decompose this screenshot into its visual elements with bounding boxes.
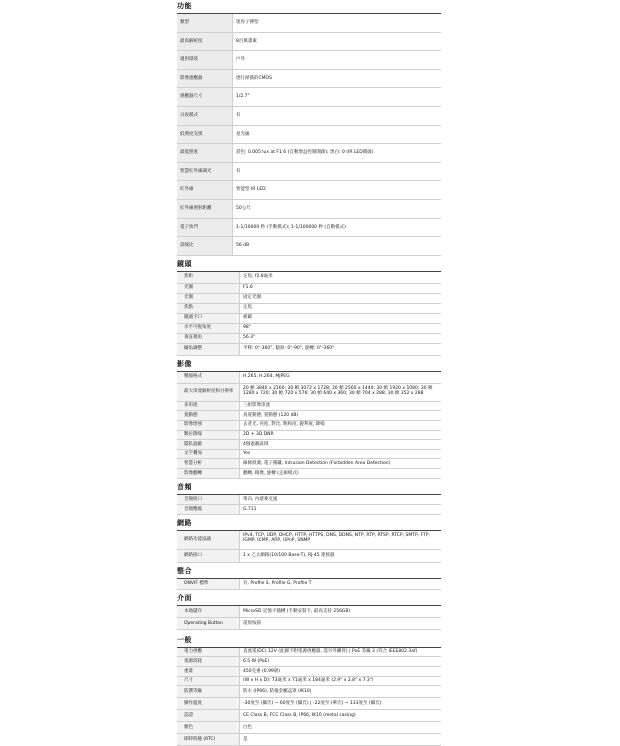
spec-label: 即時時鐘 (RTC) bbox=[177, 734, 239, 745]
spec-label: 電源消耗 bbox=[177, 657, 239, 666]
spec-value: 翻轉, 鏡像, 旋轉 (走廊模式) bbox=[239, 469, 441, 478]
spec-label: 本地儲存 bbox=[177, 606, 239, 617]
spec-value: 平移: 0°-360°, 傾斜: 0°-90°, 旋轉: 0°-360° bbox=[239, 344, 441, 355]
spec-label: 最低照度 bbox=[177, 144, 232, 162]
spec-row bbox=[177, 431, 441, 441]
spec-value: 彩色: 0.005 lux at F1.6 (自動增益控制開啟); 黑白: 0 (IR LED開啟) bbox=[232, 144, 441, 162]
spec-row bbox=[177, 126, 441, 145]
spec-label: 低照度支援 bbox=[177, 126, 232, 144]
spec-value: 1/2.7" bbox=[232, 88, 441, 106]
spec-label: 光圈 bbox=[177, 294, 239, 303]
spec-label: 日夜模式 bbox=[177, 107, 232, 125]
spec-row bbox=[177, 402, 441, 412]
spec-sheet bbox=[177, 0, 441, 746]
spec-row bbox=[177, 384, 441, 402]
spec-row bbox=[177, 372, 441, 384]
spec-row bbox=[177, 200, 441, 219]
spec-label: 操作溫度 bbox=[177, 698, 239, 709]
spec-label: 鏡頭卡口 bbox=[177, 314, 239, 323]
spec-row bbox=[177, 411, 441, 421]
spec-label: 水平可視角度 bbox=[177, 324, 239, 333]
spec-row bbox=[177, 324, 441, 334]
spec-label: 電子快門 bbox=[177, 219, 232, 237]
spec-value: 定焦, f2.8毫米 bbox=[239, 272, 441, 283]
spec-label: 焦點 bbox=[177, 304, 239, 313]
spec-row bbox=[177, 284, 441, 294]
spec-row bbox=[177, 648, 441, 658]
spec-label: 紅外線照射距離 bbox=[177, 200, 232, 218]
spec-row bbox=[177, 421, 441, 431]
spec-value: 去背光, 亮度, 對比, 飽和度, 銳利度, 降噪 bbox=[239, 421, 441, 430]
spec-value: 4個遮蔽區域 bbox=[239, 440, 441, 449]
spec-label: 感應器尺寸 bbox=[177, 88, 232, 106]
spec-label: 焦距 bbox=[177, 272, 239, 283]
spec-label: 寬動態 bbox=[177, 411, 239, 420]
spec-label: 顏色 bbox=[177, 722, 239, 733]
spec-row bbox=[177, 219, 441, 238]
section-title: 整合 bbox=[177, 565, 441, 579]
spec-label: 重量 bbox=[177, 667, 239, 676]
spec-value: -30度至 (攝氏) ~ 60度至 (攝氏) | -22度至 (華氏) ~ 133度至 (攝氏) bbox=[239, 698, 441, 709]
spec-row bbox=[177, 450, 441, 460]
spec-row bbox=[177, 14, 441, 33]
spec-label: 數位降噪 bbox=[177, 431, 239, 440]
spec-row bbox=[177, 272, 441, 284]
spec-value: 1-1/10000 秒 (手動模式); 1-1/100000 秒 (自動模式) bbox=[232, 219, 441, 237]
spec-value: 6.5 W (PoE) bbox=[239, 657, 441, 666]
spec-row bbox=[177, 657, 441, 667]
spec-label: 類型 bbox=[177, 14, 232, 32]
spec-row bbox=[177, 88, 441, 107]
section-title: 影像 bbox=[177, 358, 441, 372]
spec-row bbox=[177, 334, 441, 344]
section-title: 介面 bbox=[177, 592, 441, 606]
spec-value: 直流電(DC) 12V (此圖不附電源供應器, 需另外購買) | PoE 等級 3 (符合 IEEE802.3af) bbox=[239, 648, 441, 657]
spec-label: 壓縮格式 bbox=[177, 372, 239, 383]
spec-value: IPv4, TCP, UDP, DHCP, HTTP, HTTPS, DNS, DDNS, NTP, RTP, RTSP, RTCP, SMTP, FTP, IGMP, ICMP, ARP, UPnP, SNMP bbox=[239, 531, 441, 549]
spec-label: 認證 bbox=[177, 710, 239, 721]
spec-value: 450克重 (0.99磅) bbox=[239, 667, 441, 676]
spec-value: 迷你子彈型 bbox=[232, 14, 441, 32]
spec-value: MicroSD 記憶卡插槽 (手動安裝卡, 最高支持 256GB) bbox=[239, 606, 441, 617]
section-title: 功能 bbox=[177, 0, 441, 14]
spec-label: 防護等級 bbox=[177, 686, 239, 697]
spec-row bbox=[177, 495, 441, 505]
spec-value: 定焦 bbox=[239, 304, 441, 313]
spec-label: 電力供應 bbox=[177, 648, 239, 657]
spec-value: 固定光圈 bbox=[239, 294, 441, 303]
spec-row bbox=[177, 710, 441, 722]
spec-row bbox=[177, 51, 441, 70]
spec-row bbox=[177, 579, 441, 590]
spec-value: 防水 (IP66), 防撞金屬盒罩 (IK10) bbox=[239, 686, 441, 697]
spec-value: 56.3° bbox=[239, 334, 441, 343]
spec-label: 垂直視角 bbox=[177, 334, 239, 343]
spec-value: 逐行掃描的CMOS bbox=[232, 70, 441, 88]
spec-value: 8百萬畫素 bbox=[232, 33, 441, 51]
spec-value: 戶外 bbox=[232, 51, 441, 69]
spec-row bbox=[177, 698, 441, 710]
spec-label: 網路接口 bbox=[177, 550, 239, 562]
spec-row bbox=[177, 314, 441, 324]
spec-label: 光圈 bbox=[177, 284, 239, 293]
spec-label: 影像翻轉 bbox=[177, 469, 239, 478]
spec-row bbox=[177, 667, 441, 677]
spec-label: 紅外線 bbox=[177, 181, 232, 199]
section-title: 一般 bbox=[177, 634, 441, 648]
spec-label: 影像增強 bbox=[177, 421, 239, 430]
spec-value: 板載 bbox=[239, 314, 441, 323]
spec-value: Yes bbox=[239, 450, 441, 459]
spec-value: 單向, 內建麥克風 bbox=[239, 495, 441, 504]
spec-label: 最高解析度 bbox=[177, 33, 232, 51]
spec-value: 星光級 bbox=[232, 126, 441, 144]
spec-value: 98° bbox=[239, 324, 441, 333]
spec-label: 智慧紅外線調光 bbox=[177, 163, 232, 181]
spec-value: F1.6 bbox=[239, 284, 441, 293]
spec-value: 有 bbox=[232, 163, 441, 181]
spec-value: 有, Profile S, Profile G, Profile T bbox=[239, 579, 441, 589]
spec-row bbox=[177, 304, 441, 314]
spec-value: 1 x 乙太網路(10/100 Base-T), RJ-45 連接器 bbox=[239, 550, 441, 562]
spec-label: 智慧分析 bbox=[177, 459, 239, 468]
spec-label: Operating Button bbox=[177, 618, 239, 629]
section-title: 音頻 bbox=[177, 481, 441, 495]
spec-row bbox=[177, 677, 441, 687]
spec-value: 真寬動態, 寬動態 (120 dB) bbox=[239, 411, 441, 420]
spec-label: 網路功能協議 bbox=[177, 531, 239, 549]
spec-label: 攝角調整 bbox=[177, 344, 239, 355]
spec-value: 有 bbox=[232, 107, 441, 125]
section-title: 網路 bbox=[177, 517, 441, 531]
spec-row bbox=[177, 107, 441, 126]
spec-value: 2D + 3D DNR bbox=[239, 431, 441, 440]
spec-label: 最大串流解析度和分辨率 bbox=[177, 384, 239, 401]
spec-value: (W x H x D): 73毫米 x 71毫米 x 184毫米 (2.9" x 2.8" x 7.3") bbox=[239, 677, 441, 686]
spec-row bbox=[177, 440, 441, 450]
spec-value: 56 dB bbox=[232, 237, 441, 255]
spec-label: 尺寸 bbox=[177, 677, 239, 686]
spec-row bbox=[177, 531, 441, 550]
spec-row bbox=[177, 344, 441, 356]
spec-label: 音頻壓縮 bbox=[177, 505, 239, 514]
spec-row bbox=[177, 722, 441, 734]
spec-value: 白色 bbox=[239, 722, 441, 733]
spec-value: 50公尺 bbox=[232, 200, 441, 218]
spec-label: 影像感應器 bbox=[177, 70, 232, 88]
spec-label: 文字疊加 bbox=[177, 450, 239, 459]
spec-row bbox=[177, 237, 441, 256]
spec-value: 線條偵測, 電子圍籬, Intrusion Detection (Forbidden Area Detection) bbox=[239, 459, 441, 468]
spec-row bbox=[177, 459, 441, 469]
spec-row bbox=[177, 163, 441, 182]
spec-row bbox=[177, 70, 441, 89]
spec-row bbox=[177, 181, 441, 200]
spec-value: 智能型 IR LED bbox=[232, 181, 441, 199]
spec-label: 訊噪比 bbox=[177, 237, 232, 255]
spec-value: G.711 bbox=[239, 505, 441, 514]
spec-row bbox=[177, 33, 441, 52]
spec-value: CE Class B, FCC Class B, IP66, IK10 (metal casing) bbox=[239, 710, 441, 721]
spec-value: H.265, H.264, MJPEG bbox=[239, 372, 441, 383]
spec-row bbox=[177, 294, 441, 304]
spec-value: 是 bbox=[239, 734, 441, 745]
spec-row bbox=[177, 144, 441, 163]
spec-label: ONVIF 標準 bbox=[177, 579, 239, 589]
section-title: 鏡頭 bbox=[177, 258, 441, 272]
spec-label: 適用環境 bbox=[177, 51, 232, 69]
spec-label: 隱私遮蔽 bbox=[177, 440, 239, 449]
spec-row bbox=[177, 550, 441, 563]
spec-value: 20 幀 3840 x 2160; 30 幀 3072 x 1728; 30 幀 2560 x 1440; 30 幀 1920 x 1080; 30 幀 1280 x 720; 30 幀 720 x 576; 30 幀 640 x 360; 30 幀 704 x 288; 30 幀 352 x 288 bbox=[239, 384, 441, 401]
spec-row bbox=[177, 469, 441, 479]
spec-value: 三組影像串流 bbox=[239, 402, 441, 411]
spec-row bbox=[177, 606, 441, 618]
spec-row bbox=[177, 734, 441, 746]
spec-value: 還原按鈕 bbox=[239, 618, 441, 629]
spec-label: 音頻接口 bbox=[177, 495, 239, 504]
spec-row bbox=[177, 686, 441, 698]
spec-label: 多串流 bbox=[177, 402, 239, 411]
spec-row bbox=[177, 505, 441, 515]
